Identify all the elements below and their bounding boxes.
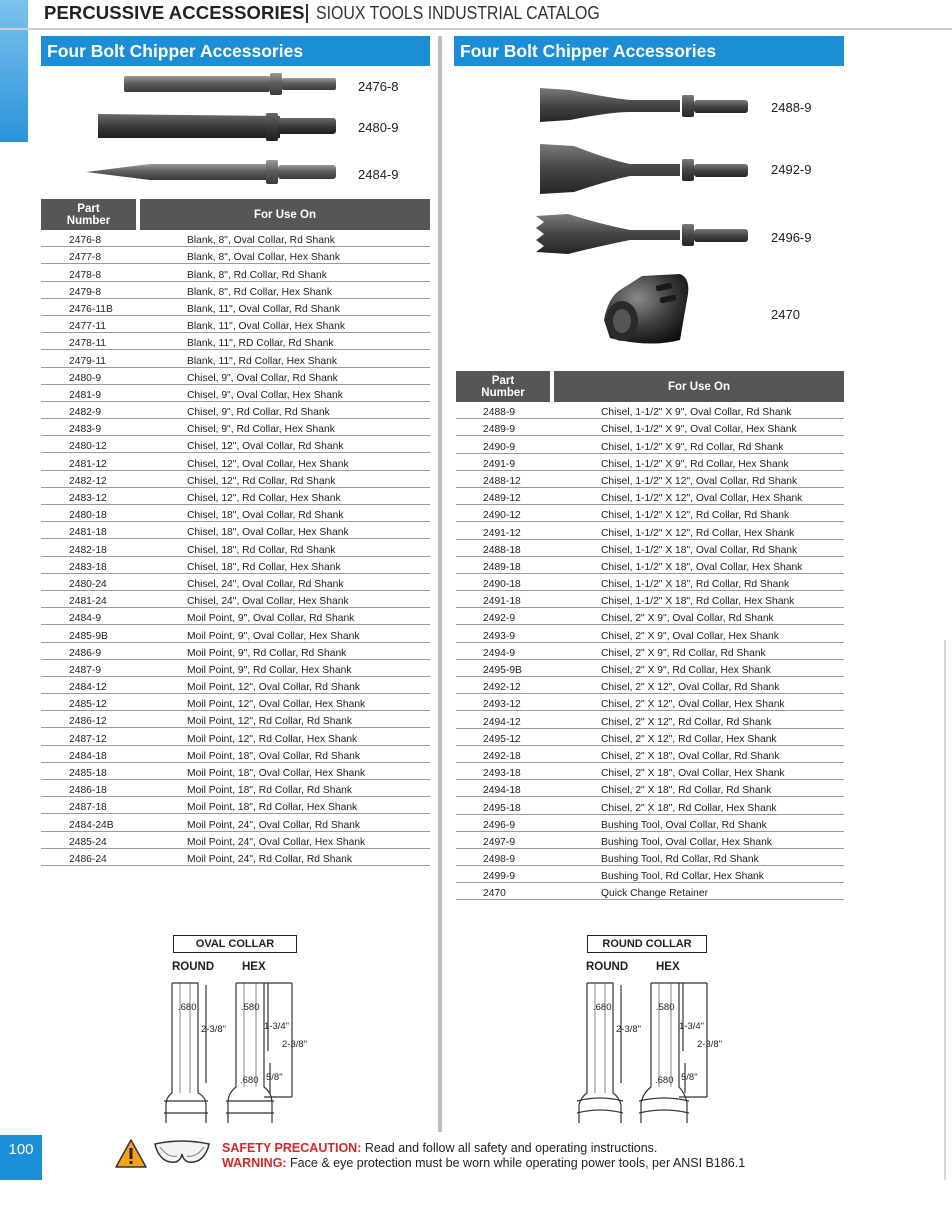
table-row: [456, 625, 844, 642]
part-number-cell: 2478-11: [69, 338, 107, 350]
wide-chisel-icon: [540, 88, 748, 122]
part-number-cell: 2487-12: [69, 733, 107, 745]
for-use-on-cell: Chisel, 2" X 18", Oval Collar, Hex Shank: [601, 768, 785, 780]
part-number-cell: 2488-9: [483, 407, 516, 419]
table-row: [41, 660, 430, 677]
for-use-on-cell: Moil Point, 24", Rd Collar, Rd Shank: [187, 853, 353, 865]
part-number-cell: 2489-18: [483, 561, 521, 573]
table-body: [41, 230, 430, 866]
hex-label: HEX: [242, 961, 266, 973]
right-image-label-2: 2492-9: [771, 162, 812, 177]
part-number-cell: 2490-18: [483, 579, 521, 591]
dim-label: 5/8": [681, 1072, 698, 1083]
part-number-cell: 2494-12: [483, 716, 521, 728]
bushing-tool-icon: [536, 214, 748, 254]
for-use-on-cell: Moil Point, 18", Rd Collar, Rd Shank: [187, 785, 353, 797]
part-number-cell: 2495-9B: [483, 665, 522, 676]
part-number-cell: 2497-9: [483, 836, 516, 848]
part-number-cell: 2481-18: [69, 527, 107, 539]
table-row: [41, 608, 430, 625]
table-row: [41, 814, 430, 831]
table-row: [41, 316, 430, 333]
table-row: [456, 849, 844, 866]
left-parts-table: [41, 199, 430, 866]
for-use-on-cell: Moil Point, 18", Oval Collar, Hex Shank: [187, 768, 366, 779]
for-use-on-cell: Chisel, 9", Oval Collar, Hex Shank: [187, 389, 343, 401]
for-use-on-cell: Moil Point, 9", Oval Collar, Rd Shank: [187, 613, 355, 625]
part-number-cell: 2478-8: [69, 269, 102, 281]
part-number-cell: 2492-12: [483, 682, 521, 694]
table-row: [41, 264, 430, 281]
diagram-title: ROUND COLLAR: [587, 935, 707, 953]
table-row: [41, 247, 430, 264]
table-row: [456, 815, 844, 832]
for-use-on-cell: Chisel, 2" X 12", Rd Collar, Rd Shank: [601, 716, 772, 728]
table-row: [456, 505, 844, 522]
left-product-images: [80, 68, 350, 186]
safety-label: SAFETY PRECAUTION:: [222, 1141, 362, 1155]
column-divider: [438, 36, 442, 1132]
header-part-number: Part Number: [41, 199, 136, 230]
table-row: [41, 780, 430, 797]
table-row: [456, 694, 844, 711]
for-use-on-cell: Moil Point, 9", Rd Collar, Hex Shank: [187, 664, 352, 676]
table-row: [41, 694, 430, 711]
part-number-cell: 2484-24B: [69, 819, 114, 831]
for-use-on-cell: Moil Point, 24", Oval Collar, Rd Shank: [187, 819, 361, 831]
flat-chisel-icon: [98, 113, 336, 141]
part-number-cell: 2480-12: [69, 441, 107, 453]
for-use-on-cell: Chisel, 1-1/2" X 12", Oval Collar, Hex Shank: [601, 493, 803, 505]
collar-profile-drawing: [575, 975, 725, 1125]
page-header-title: PERCUSSIVE ACCESSORIES: [44, 2, 305, 23]
for-use-on-cell: Chisel, 2" X 18", Rd Collar, Rd Shank: [601, 785, 772, 797]
dim-label: .580: [241, 1002, 260, 1013]
moil-point-icon: [86, 160, 336, 184]
part-number-cell: 2482-9: [69, 407, 102, 419]
table-row: [41, 763, 430, 780]
left-image-label-3: 2484-9: [358, 167, 399, 182]
table-row: [456, 883, 844, 900]
for-use-on-cell: Chisel, 2" X 12", Oval Collar, Rd Shank: [601, 682, 780, 694]
for-use-on-cell: Chisel, 18", Rd Collar, Hex Shank: [187, 561, 341, 573]
for-use-on-cell: Moil Point, 12", Oval Collar, Rd Shank: [187, 682, 361, 694]
part-number-cell: 2489-9: [483, 424, 516, 436]
side-tab: [0, 0, 28, 142]
part-number-cell: 2480-24: [69, 578, 107, 590]
table-body: [456, 402, 844, 900]
for-use-on-cell: Chisel, 9", Rd Collar, Hex Shank: [187, 424, 335, 436]
for-use-on-cell: Chisel, 1-1/2" X 18", Oval Collar, Hex Shank: [601, 561, 803, 573]
table-row: [41, 522, 430, 539]
part-number-cell: 2481-9: [69, 389, 102, 401]
for-use-on-cell: Blank, 11", Rd Collar, Hex Shank: [187, 355, 337, 367]
for-use-on-cell: Blank, 8", Rd Collar, Rd Shank: [187, 269, 327, 281]
for-use-on-cell: Moil Point, 9", Oval Collar, Hex Shank: [187, 630, 360, 642]
table-row: [456, 454, 844, 471]
part-number-cell: 2498-9: [483, 854, 516, 866]
table-row: [41, 505, 430, 522]
dim-label: .680: [655, 1075, 674, 1086]
table-row: [456, 419, 844, 436]
for-use-on-cell: Blank, 8", Rd Collar, Hex Shank: [187, 286, 333, 298]
part-number-cell: 2491-18: [483, 596, 521, 608]
dim-label: 5/8": [266, 1072, 283, 1083]
part-number-cell: 2480-9: [69, 372, 102, 384]
for-use-on-cell: Blank, 11", Oval Collar, Hex Shank: [187, 321, 345, 333]
table-row: [41, 419, 430, 436]
table-row: [456, 557, 844, 574]
for-use-on-cell: Bushing Tool, Oval Collar, Rd Shank: [601, 819, 767, 831]
table-row: [456, 746, 844, 763]
round-label: ROUND: [172, 961, 215, 973]
for-use-on-cell: Chisel, 2" X 9", Oval Collar, Hex Shank: [601, 630, 779, 642]
part-number-cell: 2485-12: [69, 699, 107, 711]
part-number-cell: 2491-9: [483, 458, 516, 470]
part-number-cell: 2486-12: [69, 716, 107, 728]
for-use-on-cell: Chisel, 1-1/2" X 18", Oval Collar, Rd Shank: [601, 544, 798, 556]
part-number-cell: 2495-12: [483, 733, 521, 745]
for-use-on-cell: Chisel, 9", Oval Collar, Rd Shank: [187, 372, 338, 384]
for-use-on-cell: Chisel, 2" X 18", Oval Collar, Rd Shank: [601, 750, 780, 762]
table-row: [41, 849, 430, 866]
for-use-on-cell: Chisel, 1-1/2" X 18", Rd Collar, Hex Shank: [601, 596, 795, 608]
table-row: [456, 660, 844, 677]
for-use-on-cell: Chisel, 2" X 9", Rd Collar, Rd Shank: [601, 647, 766, 659]
part-number-cell: 2486-9: [69, 647, 102, 659]
part-number-cell: 2490-9: [483, 441, 516, 453]
table-row: [456, 729, 844, 746]
table-row: [41, 436, 430, 453]
part-number-cell: 2493-9: [483, 630, 516, 642]
for-use-on-cell: Bushing Tool, Oval Collar, Hex Shank: [601, 836, 772, 848]
for-use-on-cell: Chisel, 12", Oval Collar, Hex Shank: [187, 458, 349, 470]
dim-label: .680: [593, 1002, 612, 1013]
dim-label: .580: [656, 1002, 675, 1013]
part-number-cell: 2481-24: [69, 596, 107, 608]
for-use-on-cell: Chisel, 1-1/2" X 12", Rd Collar, Hex Shank: [601, 527, 795, 539]
part-number-cell: 2491-12: [483, 527, 521, 539]
table-row: [41, 797, 430, 814]
table-row: [41, 230, 430, 247]
for-use-on-cell: Chisel, 18", Rd Collar, Rd Shank: [187, 544, 336, 556]
for-use-on-cell: Chisel, 24", Oval Collar, Hex Shank: [187, 596, 349, 608]
part-number-cell: 2492-9: [483, 613, 516, 625]
part-number-cell: 2481-12: [69, 458, 107, 470]
part-number-cell: 2483-12: [69, 493, 107, 504]
table-row: [41, 711, 430, 728]
for-use-on-cell: Blank, 8", Oval Collar, Hex Shank: [187, 252, 341, 264]
for-use-on-cell: Chisel, 18", Oval Collar, Rd Shank: [187, 510, 344, 522]
part-number-cell: 2476-8: [69, 235, 102, 247]
for-use-on-cell: Chisel, 1-1/2" X 18", Rd Collar, Rd Shank: [601, 579, 790, 591]
part-number-cell: 2487-9: [69, 664, 102, 676]
dim-label: 2-3/8": [616, 1024, 642, 1035]
part-number-cell: 2496-9: [483, 819, 516, 831]
table-header: [456, 371, 844, 402]
blank-shank-icon: [124, 73, 336, 95]
part-number-cell: 2477-11: [69, 321, 107, 333]
for-use-on-cell: Blank, 8", Oval Collar, Rd Shank: [187, 235, 335, 247]
table-row: [456, 540, 844, 557]
page-edge: [944, 640, 946, 1180]
left-section-title: Four Bolt Chipper Accessories: [41, 36, 430, 66]
dim-label: 1-3/4": [679, 1021, 705, 1032]
right-image-label-3: 2496-9: [771, 230, 812, 245]
header-rule: [0, 28, 952, 30]
for-use-on-cell: Chisel, 1-1/2" X 9", Oval Collar, Hex Shank: [601, 424, 797, 436]
round-collar-diagram: [575, 935, 725, 1130]
header-separator: [306, 4, 308, 23]
collar-profile-drawing: [160, 975, 310, 1125]
dim-label: 2-3/8": [201, 1024, 227, 1035]
part-number-cell: 2488-18: [483, 544, 521, 556]
table-row: [456, 763, 844, 780]
header-part-number: Part Number: [456, 371, 550, 402]
table-row: [456, 574, 844, 591]
table-row: [456, 780, 844, 797]
for-use-on-cell: Chisel, 24", Oval Collar, Rd Shank: [187, 578, 344, 590]
part-number-cell: 2485-9B: [69, 630, 108, 642]
for-use-on-cell: Chisel, 12", Oval Collar, Rd Shank: [187, 441, 344, 453]
part-number-cell: 2482-18: [69, 544, 107, 556]
for-use-on-cell: Bushing Tool, Rd Collar, Hex Shank: [601, 871, 764, 883]
table-row: [456, 488, 844, 505]
left-image-label-2: 2480-9: [358, 120, 399, 135]
part-number-cell: 2470: [483, 888, 506, 900]
for-use-on-cell: Moil Point, 18", Oval Collar, Rd Shank: [187, 750, 361, 762]
part-number-cell: 2485-24: [69, 836, 107, 848]
right-parts-table: [456, 371, 844, 900]
extra-wide-chisel-icon: [540, 144, 748, 194]
part-number-cell: 2486-18: [69, 785, 107, 797]
for-use-on-cell: Chisel, 2" X 9", Rd Collar, Hex Shank: [601, 665, 771, 676]
right-image-label-1: 2488-9: [771, 100, 812, 115]
for-use-on-cell: Moil Point, 12", Rd Collar, Rd Shank: [187, 716, 353, 728]
for-use-on-cell: Chisel, 1-1/2" X 9", Rd Collar, Rd Shank: [601, 441, 784, 453]
part-number-cell: 2492-18: [483, 750, 521, 762]
dim-label: 2-3/8": [282, 1039, 308, 1050]
for-use-on-cell: Blank, 11", Oval Collar, Rd Shank: [187, 303, 340, 315]
for-use-on-cell: Chisel, 1-1/2" X 12", Rd Collar, Rd Shank: [601, 510, 790, 522]
for-use-on-cell: Blank, 11", RD Collar, Rd Shank: [187, 338, 334, 350]
quick-change-retainer-icon: [604, 274, 688, 344]
oval-collar-diagram: [160, 935, 310, 1130]
table-row: [456, 608, 844, 625]
part-number-cell: 2476-11B: [69, 303, 113, 315]
part-number-cell: 2487-18: [69, 802, 107, 814]
page-number: 100: [0, 1135, 42, 1180]
part-number-cell: 2493-18: [483, 768, 521, 780]
table-row: [41, 574, 430, 591]
part-number-cell: 2486-24: [69, 853, 107, 865]
table-row: [41, 488, 430, 505]
table-row: [456, 522, 844, 539]
page-header-subtitle: SIOUX TOOLS INDUSTRIAL CATALOG: [316, 2, 600, 23]
table-row: [456, 797, 844, 814]
part-number-cell: 2484-9: [69, 613, 102, 625]
table-header: [41, 199, 430, 230]
table-row: [456, 402, 844, 419]
for-use-on-cell: Chisel, 1-1/2" X 12", Oval Collar, Rd Shank: [601, 475, 798, 487]
table-row: [456, 591, 844, 608]
table-row: [41, 677, 430, 694]
part-number-cell: 2479-11: [69, 355, 107, 367]
part-number-cell: 2477-8: [69, 252, 102, 264]
table-row: [41, 746, 430, 763]
table-row: [41, 539, 430, 556]
table-row: [41, 728, 430, 745]
for-use-on-cell: Moil Point, 12", Oval Collar, Hex Shank: [187, 699, 366, 711]
table-row: [41, 625, 430, 642]
dim-label: .680: [240, 1075, 259, 1086]
for-use-on-cell: Chisel, 2" X 18", Rd Collar, Hex Shank: [601, 802, 777, 814]
dim-label: .680: [178, 1002, 197, 1013]
part-number-cell: 2482-12: [69, 475, 107, 487]
part-number-cell: 2499-9: [483, 871, 516, 883]
for-use-on-cell: Chisel, 18", Oval Collar, Hex Shank: [187, 527, 349, 539]
for-use-on-cell: Bushing Tool, Rd Collar, Rd Shank: [601, 854, 759, 866]
warning-text: Face & eye protection must be worn while operating power tools, per ANSI B186.1: [286, 1156, 746, 1170]
part-number-cell: 2480-18: [69, 510, 107, 522]
table-row: [41, 350, 430, 367]
warning-triangle-icon: [114, 1138, 148, 1170]
table-row: [41, 385, 430, 402]
table-row: [456, 711, 844, 728]
for-use-on-cell: Chisel, 12", Rd Collar, Hex Shank: [187, 493, 341, 504]
table-row: [456, 866, 844, 883]
right-section-title: Four Bolt Chipper Accessories: [454, 36, 844, 66]
part-number-cell: 2488-12: [483, 475, 521, 487]
table-row: [41, 471, 430, 488]
part-number-cell: 2485-18: [69, 768, 107, 779]
part-number-cell: 2484-18: [69, 750, 107, 762]
right-product-images: [530, 78, 760, 354]
table-row: [456, 677, 844, 694]
for-use-on-cell: Chisel, 1-1/2" X 9", Oval Collar, Rd Shank: [601, 407, 792, 419]
right-image-label-4: 2470: [771, 307, 800, 322]
table-row: [456, 436, 844, 453]
for-use-on-cell: Quick Change Retainer: [601, 888, 709, 900]
table-row: [456, 471, 844, 488]
part-number-cell: 2483-9: [69, 424, 102, 436]
part-number-cell: 2479-8: [69, 286, 102, 298]
header-for-use-on: For Use On: [554, 371, 844, 402]
for-use-on-cell: Chisel, 9", Rd Collar, Rd Shank: [187, 407, 330, 419]
header-for-use-on: For Use On: [140, 199, 430, 230]
part-number-cell: 2489-12: [483, 493, 521, 505]
for-use-on-cell: Chisel, 2" X 12", Rd Collar, Hex Shank: [601, 733, 777, 745]
part-number-cell: 2494-18: [483, 785, 521, 797]
part-number-cell: 2490-12: [483, 510, 521, 522]
for-use-on-cell: Chisel, 1-1/2" X 9", Rd Collar, Hex Shank: [601, 458, 789, 470]
for-use-on-cell: Moil Point, 24", Oval Collar, Hex Shank: [187, 836, 366, 848]
table-row: [456, 832, 844, 849]
table-row: [41, 402, 430, 419]
part-number-cell: 2483-18: [69, 561, 107, 573]
safety-text: Read and follow all safety and operating instructions.: [361, 1141, 658, 1155]
part-number-cell: 2493-12: [483, 699, 521, 711]
table-row: [41, 282, 430, 299]
for-use-on-cell: Moil Point, 12", Rd Collar, Hex Shank: [187, 733, 358, 745]
table-row: [41, 368, 430, 385]
table-row: [41, 591, 430, 608]
for-use-on-cell: Moil Point, 9", Rd Collar, Rd Shank: [187, 647, 347, 659]
table-row: [41, 832, 430, 849]
safety-glasses-icon: [152, 1138, 212, 1170]
hex-label: HEX: [656, 961, 680, 973]
table-row: [41, 333, 430, 350]
for-use-on-cell: Chisel, 2" X 12", Oval Collar, Hex Shank: [601, 699, 785, 711]
part-number-cell: 2494-9: [483, 647, 516, 659]
part-number-cell: 2484-12: [69, 682, 107, 694]
table-row: [41, 643, 430, 660]
for-use-on-cell: Chisel, 2" X 9", Oval Collar, Rd Shank: [601, 613, 774, 625]
warning-label: WARNING:: [222, 1156, 287, 1170]
round-label: ROUND: [586, 961, 629, 973]
diagram-title: OVAL COLLAR: [173, 935, 297, 953]
table-row: [456, 643, 844, 660]
left-image-label-1: 2476-8: [358, 79, 399, 94]
part-number-cell: 2495-18: [483, 802, 521, 814]
for-use-on-cell: Moil Point, 18", Rd Collar, Hex Shank: [187, 802, 358, 814]
dim-label: 2-3/8": [697, 1039, 723, 1050]
for-use-on-cell: Chisel, 12", Rd Collar, Rd Shank: [187, 475, 336, 487]
table-row: [41, 557, 430, 574]
table-row: [41, 299, 430, 316]
table-row: [41, 453, 430, 470]
dim-label: 1-3/4": [264, 1021, 290, 1032]
safety-notice: [222, 1141, 745, 1171]
